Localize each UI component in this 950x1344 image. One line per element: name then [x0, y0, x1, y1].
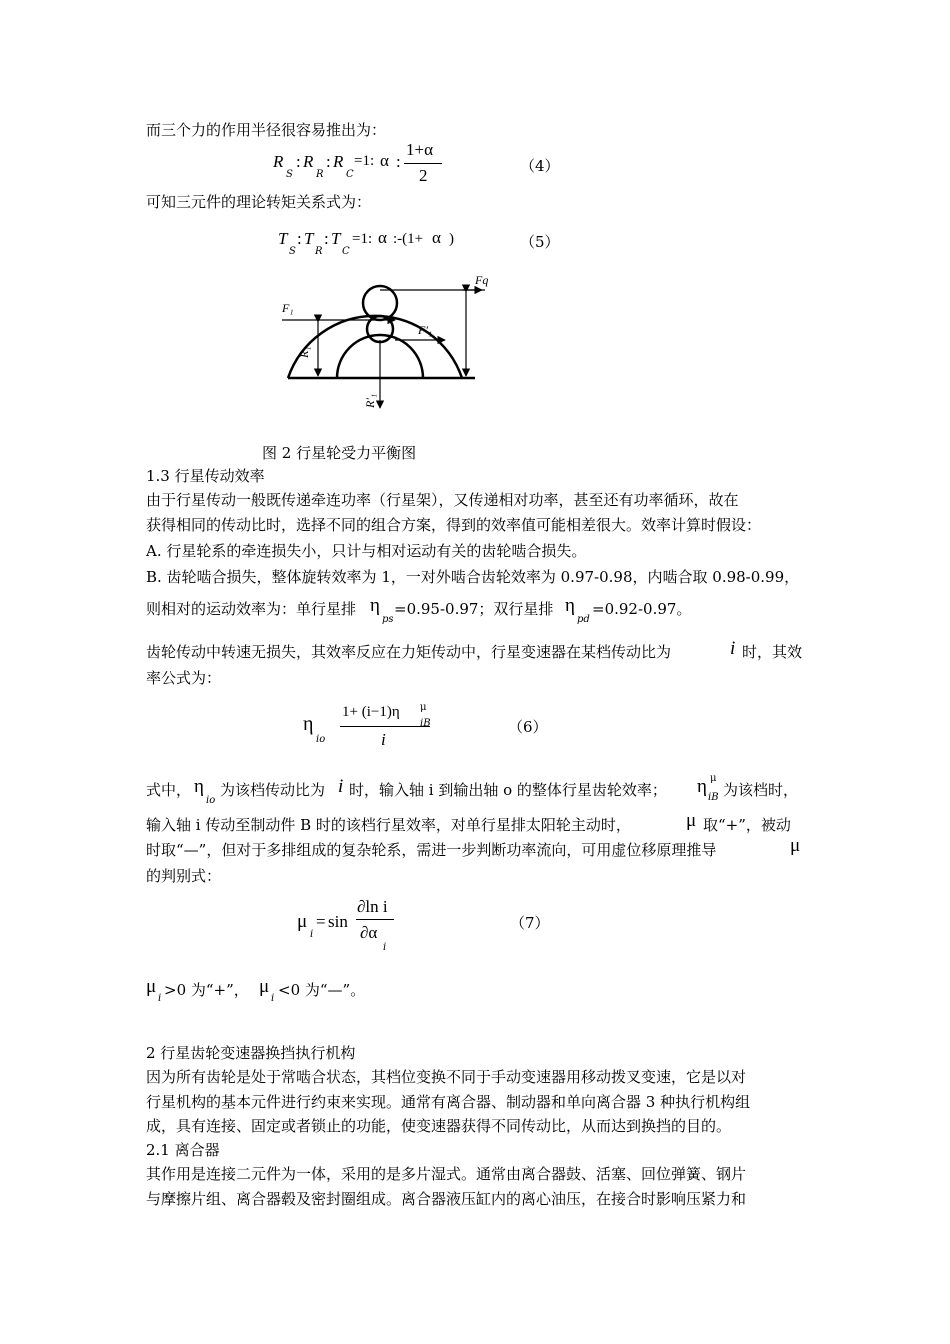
planetary-gear-force-diagram: [270, 268, 500, 418]
figure-caption: 图 2 行星轮受力平衡图: [262, 444, 417, 462]
label-f1: F₁: [282, 301, 294, 315]
section-heading: 2.1 离合器: [146, 1141, 220, 1159]
text-line: 可知三元件的理论转矩关系式为：: [146, 193, 372, 211]
section-heading: 2 行星齿轮变速器换挡执行机构: [146, 1044, 356, 1062]
text-line: 因为所有齿轮是处于常啮合状态，其档位变换不同于手动变速器用移动拨叉变速，它是以对: [146, 1068, 747, 1086]
fraction-bar: [356, 919, 394, 920]
label-r1-prime: R′₁: [363, 393, 377, 408]
label-f1-prime: F′₁: [418, 323, 433, 337]
section-heading: 1.3 行星传动效率: [146, 467, 265, 485]
equation-number: （6）: [508, 718, 548, 736]
ring-gear-arc: [288, 316, 462, 378]
equation-number: （5）: [520, 233, 560, 251]
text-line: 与摩擦片组、离合器毂及密封圈组成。离合器液压缸内的离心油压，在接合时影响压紧力和: [146, 1190, 747, 1208]
text-line: 而三个力的作用半径很容易推出为：: [146, 121, 387, 139]
text-line: 其作用是连接二元件为一体，采用的是多片湿式。通常由离合器鼓、活塞、回位弹簧、钢片: [146, 1165, 747, 1183]
fraction-bar: [340, 726, 430, 727]
text-line: A. 行星轮系的牵连损失小，只计与相对运动有关的齿轮啮合损失。: [146, 542, 587, 560]
text-line: 率公式为：: [146, 669, 222, 687]
label-fq: Fq: [475, 273, 489, 287]
label-r1: R₁: [297, 346, 311, 358]
text-line: B. 齿轮啮合损失，整体旋转效率为 1，一对外啮合齿轮效率为 0.97-0.98，内啮合取 0.98-0.99，: [146, 568, 800, 586]
text-line: 由于行星传动一般既传递牵连功率（行星架），又传递相对功率，甚至还有功率循环，故在: [146, 491, 739, 509]
text-line: 获得相同的传动比时，选择不同的组合方案，得到的效率值可能相差很大。效率计算时假设：: [146, 516, 762, 534]
text-line: 行星机构的基本元件进行约束来实现。通常有离合器、制动器和单向离合器 3 种执行机构组: [146, 1093, 751, 1111]
equation-number: （4）: [520, 157, 560, 175]
text-line: 成，具有连接、固定或者锁止的功能，使变速器获得不同传动比，从而达到换挡的目的。: [146, 1117, 732, 1135]
text-line: 的判别式：: [146, 867, 222, 885]
fraction-bar: [404, 163, 442, 164]
equation-number: （7）: [510, 914, 550, 932]
